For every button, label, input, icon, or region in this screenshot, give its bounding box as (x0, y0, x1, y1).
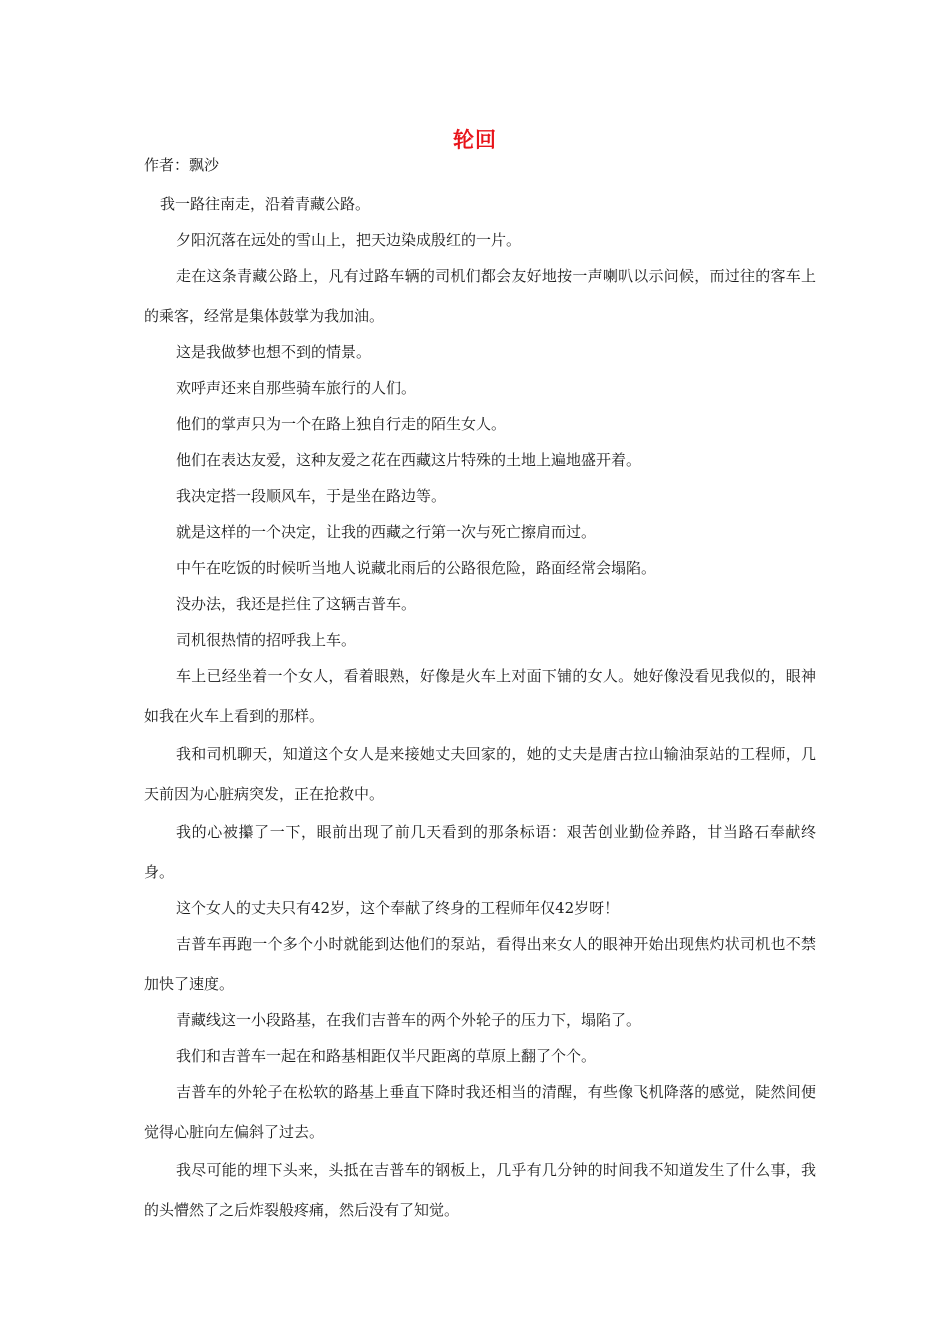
paragraph: 我们和吉普车一起在和路基相距仅半尺距离的草原上翻了个个。 (176, 1047, 597, 1065)
paragraph: 我尽可能的埋下头来，头抵在吉普车的钢板上，几乎有几分钟的时间我不知道发生了什么事，我的头懵然了之后炸裂般疼痛，然后没有了知觉。 (144, 1161, 816, 1219)
paragraph: 司机很热情的招呼我上车。 (176, 631, 357, 649)
paragraph: 就是这样的一个决定，让我的西藏之行第一次与死亡擦肩而过。 (176, 523, 597, 541)
paragraph: 他们在表达友爱，这种友爱之花在西藏这片特殊的土地上遍地盛开着。 (176, 451, 642, 469)
paragraph: 我一路往南走，沿着青藏公路。 (160, 195, 371, 213)
paragraph: 车上已经坐着一个女人，看着眼熟，好像是火车上对面下铺的女人。她好像没看见我似的，眼神如我在火车上看到的那样。 (144, 667, 816, 725)
paragraph: 夕阳沉落在远处的雪山上，把天边染成殷红的一片。 (176, 231, 522, 249)
paragraph: 中午在吃饭的时候听当地人说藏北雨后的公路很危险，路面经常会塌陷。 (176, 559, 657, 577)
paragraph: 青藏线这一小段路基，在我们吉普车的两个外轮子的压力下，塌陷了。 (176, 1011, 642, 1029)
paragraph: 这是我做梦也想不到的情景。 (176, 343, 372, 361)
paragraph: 我的心被攥了一下，眼前出现了前几天看到的那条标语：艰苦创业勤俭养路，甘当路石奉献终身。 (144, 823, 816, 881)
paragraph: 这个女人的丈夫只有42岁，这个奉献了终身的工程师年仅42岁呀！ (176, 899, 620, 917)
paragraph: 吉普车的外轮子在松软的路基上垂直下降时我还相当的清醒，有些像飞机降落的感觉，陡然间便觉得心脏向左偏斜了过去。 (144, 1083, 816, 1141)
paragraph: 我决定搭一段顺风车，于是坐在路边等。 (176, 487, 447, 505)
author-line: 作者：飘沙 (144, 156, 220, 174)
paragraph: 他们的掌声只为一个在路上独自行走的陌生女人。 (176, 415, 507, 433)
document-title: 轮回 (453, 128, 497, 152)
paragraph: 吉普车再跑一个多个小时就能到达他们的泵站，看得出来女人的眼神开始出现焦灼状司机也不禁加快了速度。 (144, 935, 816, 993)
paragraph: 没办法，我还是拦住了这辆吉普车。 (176, 595, 417, 613)
paragraph: 欢呼声还来自那些骑车旅行的人们。 (176, 379, 417, 397)
article-body (144, 186, 816, 1228)
paragraph: 走在这条青藏公路上，凡有过路车辆的司机们都会友好地按一声喇叭以示问候，而过往的客车上的乘客，经常是集体鼓掌为我加油。 (144, 267, 816, 325)
paragraph: 我和司机聊天，知道这个女人是来接她丈夫回家的，她的丈夫是唐古拉山输油泵站的工程师，几天前因为心脏病突发，正在抢救中。 (144, 745, 816, 803)
